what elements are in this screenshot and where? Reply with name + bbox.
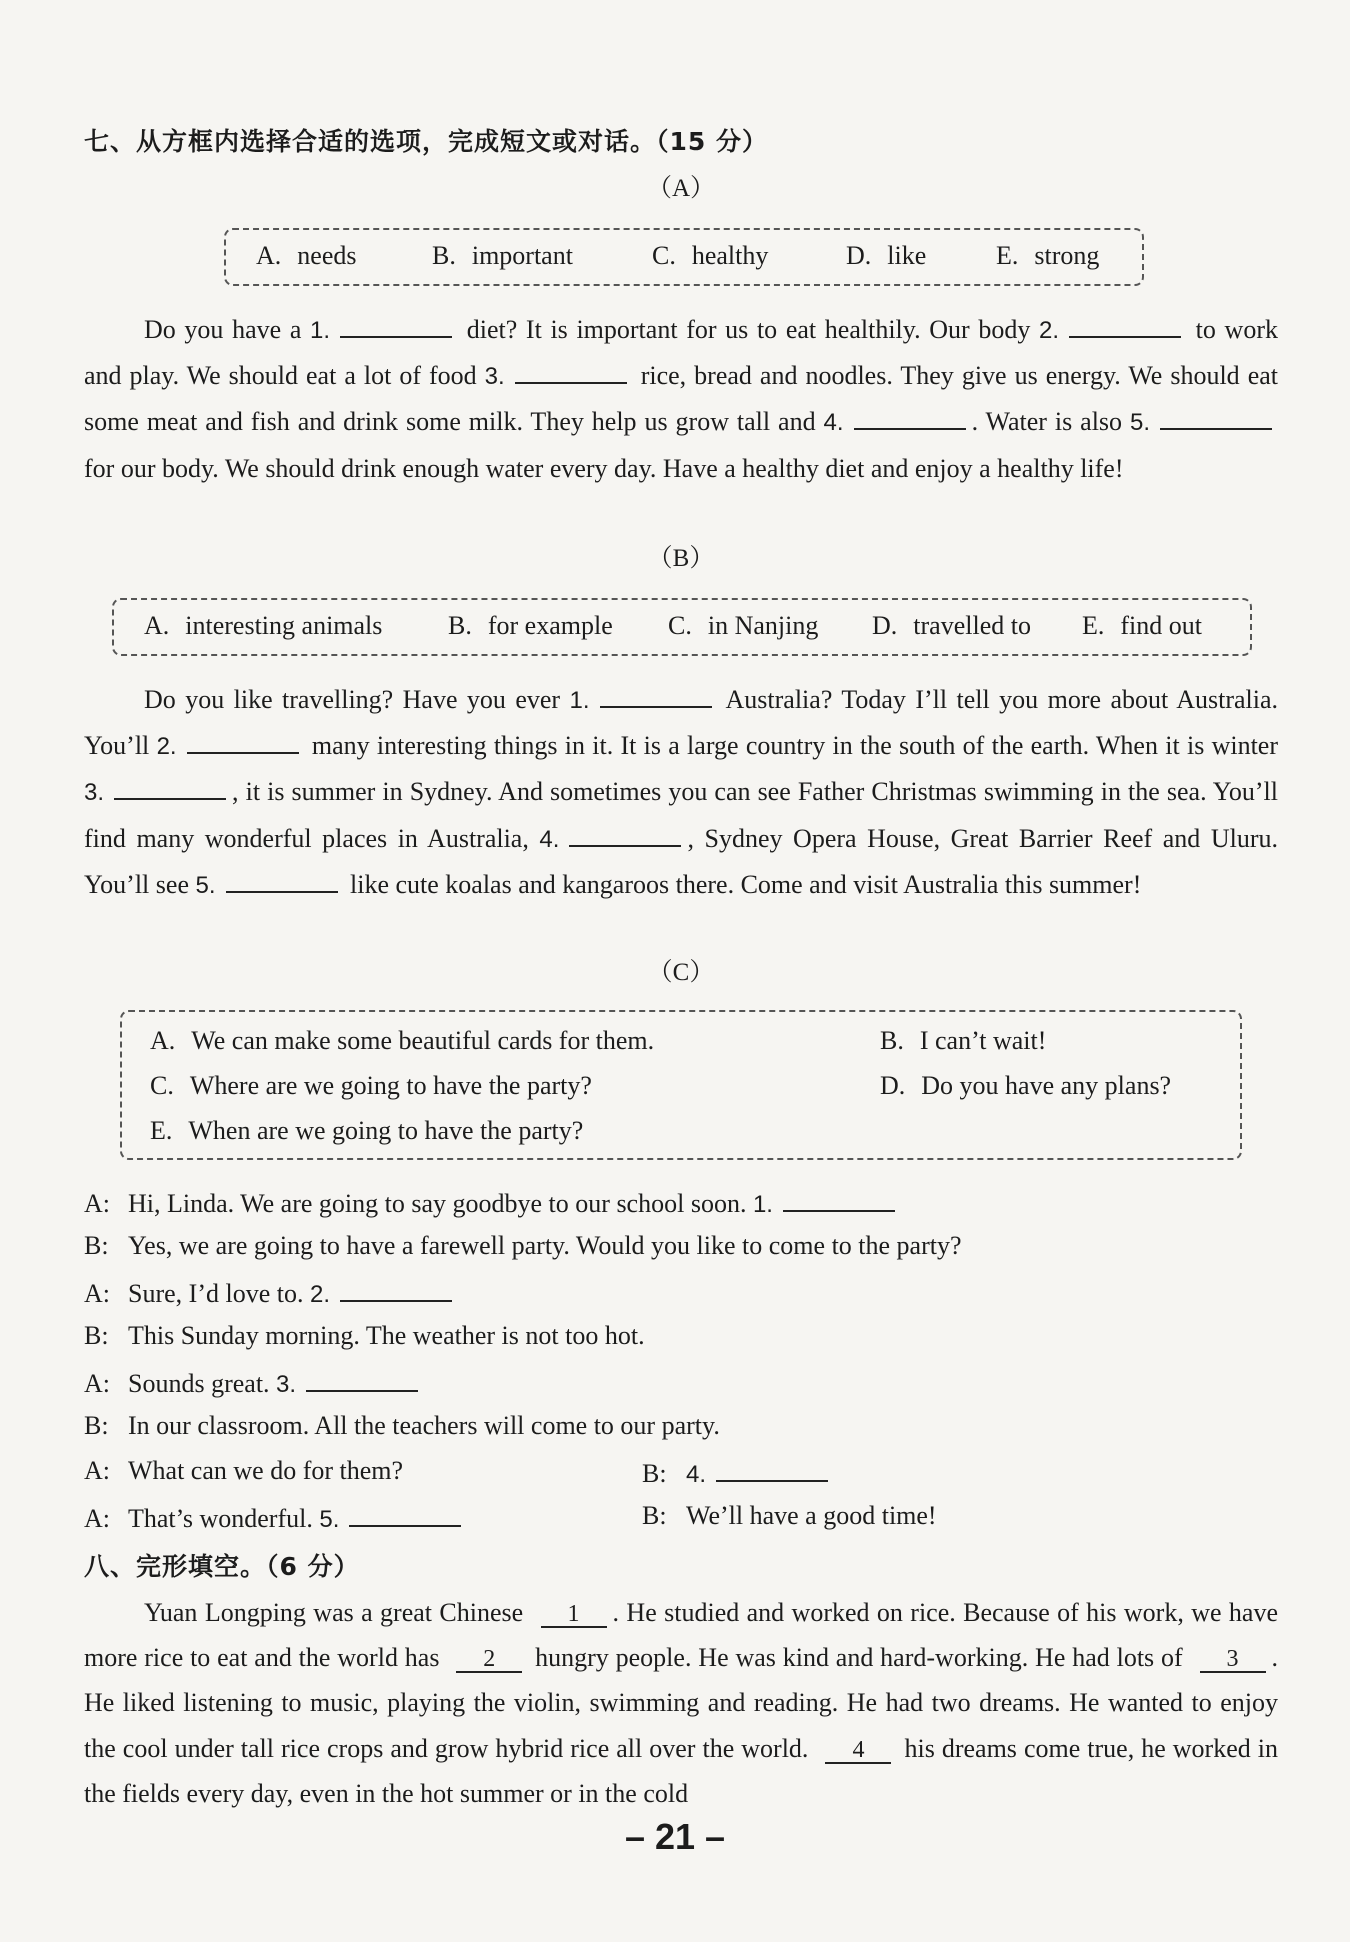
section-7-title: 七、从方框内选择合适的选项，完成短文或对话。（15 分）	[84, 127, 768, 156]
option-b: B. I can’t wait!	[880, 1026, 1047, 1055]
part-b-passage: Do you like travelling? Have you ever 1. Australia? Today I’ll tell you more about Australia. You’ll 2. many interesting things in it. It is a large country in the south of the earth. When it is winter 3. , it is summer in Sydney. And sometimes you can see Father Christmas swimming in the sea. You’ll find many wonderful places in Australia, 4. , Sydney Opera House, Great Barrier Reef and Uluru. You’ll see 5. like cute koalas and kangaroos there. Come and visit Australia this summer!	[84, 677, 1278, 908]
cloze-blank-3[interactable]: 3	[1200, 1647, 1266, 1673]
blank-c3[interactable]	[306, 1366, 418, 1392]
blank-a3[interactable]	[515, 358, 627, 384]
dialogue-line: A: That’s wonderful. 5.	[84, 1501, 467, 1534]
dialogue-line: A: Hi, Linda. We are going to say goodbye to our school soon. 1.	[84, 1186, 901, 1219]
option-a: A. interesting animals	[144, 611, 383, 640]
cloze-blank-2[interactable]: 2	[456, 1647, 522, 1673]
option-c: C. in Nanjing	[668, 611, 819, 640]
option-a: A. We can make some beautiful cards for them.	[150, 1026, 655, 1055]
blank-a1[interactable]	[340, 312, 452, 338]
page-number: – 21 –	[624, 1816, 726, 1857]
section-8-title: 八、完形填空。（6 分）	[84, 1552, 360, 1581]
blank-a2[interactable]	[1069, 312, 1181, 338]
option-b: B. for example	[448, 611, 613, 640]
blank-b1[interactable]	[600, 682, 712, 708]
part-a-label: （A）	[646, 175, 716, 202]
part-a-passage: Do you have a 1. diet? It is important for us to eat healthily. Our body 2. to work and play. We should eat a lot of food 3. rice, bread and noodles. They give us energy. We should eat some meat and fish and drink some milk. They help us grow tall and 4. . Water is also 5. for our body. We should drink enough water every day. Have a healthy diet and enjoy a healthy life!	[84, 307, 1278, 491]
option-a: A. needs	[256, 241, 357, 270]
part-a-option-box	[224, 228, 1144, 286]
blank-c2[interactable]	[340, 1276, 452, 1302]
option-c: C. healthy	[652, 241, 769, 270]
cloze-blank-4[interactable]: 4	[825, 1738, 891, 1764]
blank-b4[interactable]	[569, 821, 681, 847]
blank-b5[interactable]	[226, 867, 338, 893]
cloze-passage: Yuan Longping was a great Chinese 1 . He studied and worked on rice. Because of his work, we have more rice to eat and the world has 2 hungry people. He was kind and hard-working. He had lots of 3 . He liked listening to music, playing the violin, swimming and reading. He had two dreams. He wanted to enjoy the cool under tall rice crops and grow hybrid rice all over the world. 4 his dreams come true, he worked in the fields every day, even in the hot summer or in the cold	[84, 1598, 1279, 1808]
dialogue-line: B: In our classroom. All the teachers will come to our party.	[84, 1411, 720, 1440]
option-d: D. like	[846, 241, 927, 270]
blank-c4[interactable]	[716, 1456, 828, 1482]
blank-c5[interactable]	[349, 1501, 461, 1527]
option-b: B. important	[432, 241, 573, 270]
dialogue-line: B: 4.	[642, 1456, 834, 1489]
blank-b3[interactable]	[114, 774, 226, 800]
blank-a4[interactable]	[854, 404, 966, 430]
part-b-option-box	[112, 598, 1252, 656]
dialogue-line: B: We’ll have a good time!	[642, 1501, 937, 1530]
option-e: E. When are we going to have the party?	[150, 1116, 584, 1145]
option-e: E. find out	[1082, 611, 1202, 640]
dialogue-line: A: What can we do for them?	[84, 1456, 404, 1485]
dialogue-line: A: Sure, I’d love to. 2.	[84, 1276, 458, 1309]
option-c: C. Where are we going to have the party?	[150, 1071, 592, 1100]
option-d: D. travelled to	[872, 611, 1031, 640]
part-c-label: （C）	[647, 959, 715, 986]
blank-a5[interactable]	[1160, 404, 1272, 430]
cloze-blank-1[interactable]: 1	[541, 1602, 607, 1628]
dialogue-line: B: Yes, we are going to have a farewell party. Would you like to come to the party?	[84, 1231, 962, 1260]
dialogue-line: A: Sounds great. 3.	[84, 1366, 424, 1399]
dialogue-line: B: This Sunday morning. The weather is not too hot.	[84, 1321, 645, 1350]
part-c-option-box	[120, 1010, 1242, 1160]
part-b-label: （B）	[647, 545, 715, 572]
option-d: D. Do you have any plans?	[880, 1071, 1172, 1100]
blank-b2[interactable]	[187, 728, 299, 754]
option-e: E. strong	[996, 241, 1100, 270]
blank-c1[interactable]	[783, 1186, 895, 1212]
